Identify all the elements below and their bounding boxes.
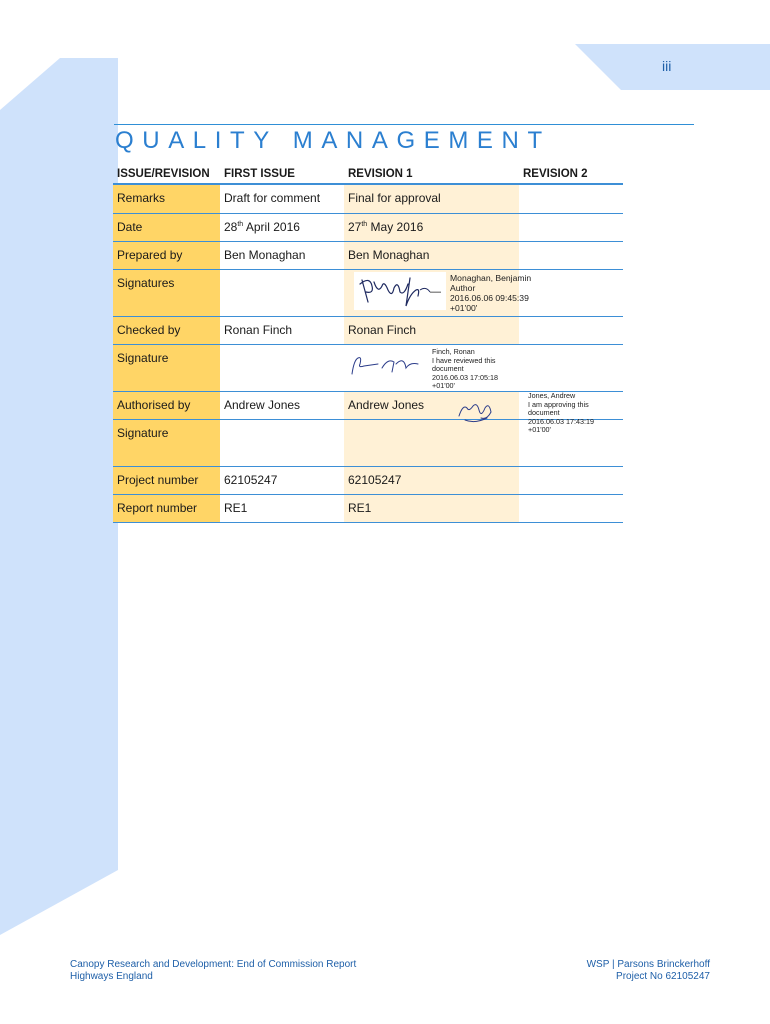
cell-first-issue [220,344,344,391]
signature-line: document [432,364,464,373]
cell-revision-1: Ben Monaghan [344,241,519,269]
date-day: 28 [224,219,238,234]
cell-revision-1: 62105247 [344,466,519,494]
title-rule [114,124,694,125]
cell-first-issue: RE1 [220,494,344,522]
table-row-checked-by [113,316,623,344]
cell-revision-1: RE1 [344,494,519,522]
signature-line: 2016.06.03 17:05:18 [432,372,498,382]
header-revision-1: REVISION 1 [344,166,519,184]
date-suffix: th [237,220,244,228]
cell-first-issue [220,419,344,458]
signature-jones-graphic [455,398,495,426]
header-issue-revision: ISSUE/REVISION [113,166,220,184]
row-label: Signature [113,344,220,391]
cell-first-issue: Andrew Jones [220,391,344,419]
footer-project-number: Project No 62105247 [616,971,710,982]
quality-management-table [113,166,623,523]
corner-tab-decoration [575,44,770,90]
footer-client: Highways England [70,971,153,982]
spacer-cell [113,458,220,466]
date-suffix: th [361,220,368,228]
row-label: Project number [113,466,220,494]
signature-jones-details [528,392,594,435]
date-day: 27 [348,219,362,234]
row-label: Report number [113,494,220,522]
table-spacer-row [113,458,623,466]
signature-line: document [528,408,560,417]
signature-line: +01'00' [528,425,551,434]
table-row-remarks [113,184,623,213]
spacer-cell [344,458,519,466]
cell-revision-1: Andrew Jones [344,391,519,419]
signature-monaghan-details [450,273,531,313]
footer-company: WSP | Parsons Brinckerhoff [586,959,710,970]
header-revision-2: REVISION 2 [519,166,623,184]
signature-line: Author [450,283,476,293]
row-label: Authorised by [113,391,220,419]
table-row-project-number [113,466,623,494]
page-number: iii [662,58,672,74]
footer-report-title: Canopy Research and Development: End of Commission Report [70,959,357,970]
cell-first-issue [220,269,344,316]
signature-monaghan-dash: — [430,286,441,298]
cell-revision-2 [519,466,623,494]
signature-line: Jones, Andrew [528,391,576,400]
cell-revision-2 [519,184,623,213]
spacer-cell [220,458,344,466]
spacer-cell [519,458,623,466]
row-label: Remarks [113,184,220,213]
signature-line: +01'00' [450,303,478,313]
signature-finch-details [432,348,498,391]
table-row-prepared-by [113,241,623,269]
row-label: Checked by [113,316,220,344]
row-label: Date [113,213,220,241]
cell-revision-1: Ronan Finch [344,316,519,344]
signature-line: I am approving this [528,399,589,409]
signature-line: 2016.06.03 17:43:19 [528,416,594,426]
date-rest: May 2016 [367,219,424,234]
cell-revision-2 [519,316,623,344]
footer-left [70,959,356,983]
cell-first-issue [220,213,344,241]
cell-first-issue: 62105247 [220,466,344,494]
signature-line: +01'00' [432,381,455,390]
cell-revision-2 [519,344,623,391]
cell-first-issue: Ronan Finch [220,316,344,344]
page-title: QUALITY MANAGEMENT [115,127,551,154]
table-row-date [113,213,623,241]
cell-revision-2 [519,269,623,316]
signature-line: Finch, Ronan [432,347,475,356]
table-row-report-number [113,494,623,522]
cell-revision-2 [519,213,623,241]
cell-revision-2 [519,241,623,269]
table-header-row [113,166,623,184]
signature-line: 2016.06.06 09:45:39 [450,293,529,303]
date-rest: April 2016 [243,219,300,234]
cell-revision-1 [344,213,519,241]
left-decorative-band [0,0,118,1024]
footer-right [587,959,710,983]
cell-first-issue: Ben Monaghan [220,241,344,269]
row-label: Signature [113,419,220,458]
cell-revision-1: Final for approval [344,184,519,213]
cell-first-issue: Draft for comment [220,184,344,213]
signature-finch-graphic [348,352,428,380]
cell-revision-2 [519,494,623,522]
signature-line: Monaghan, Benjamin [450,273,532,283]
row-label: Prepared by [113,241,220,269]
row-label: Signatures [113,269,220,316]
header-first-issue: FIRST ISSUE [220,166,344,184]
signature-line: I have reviewed this [432,355,496,365]
